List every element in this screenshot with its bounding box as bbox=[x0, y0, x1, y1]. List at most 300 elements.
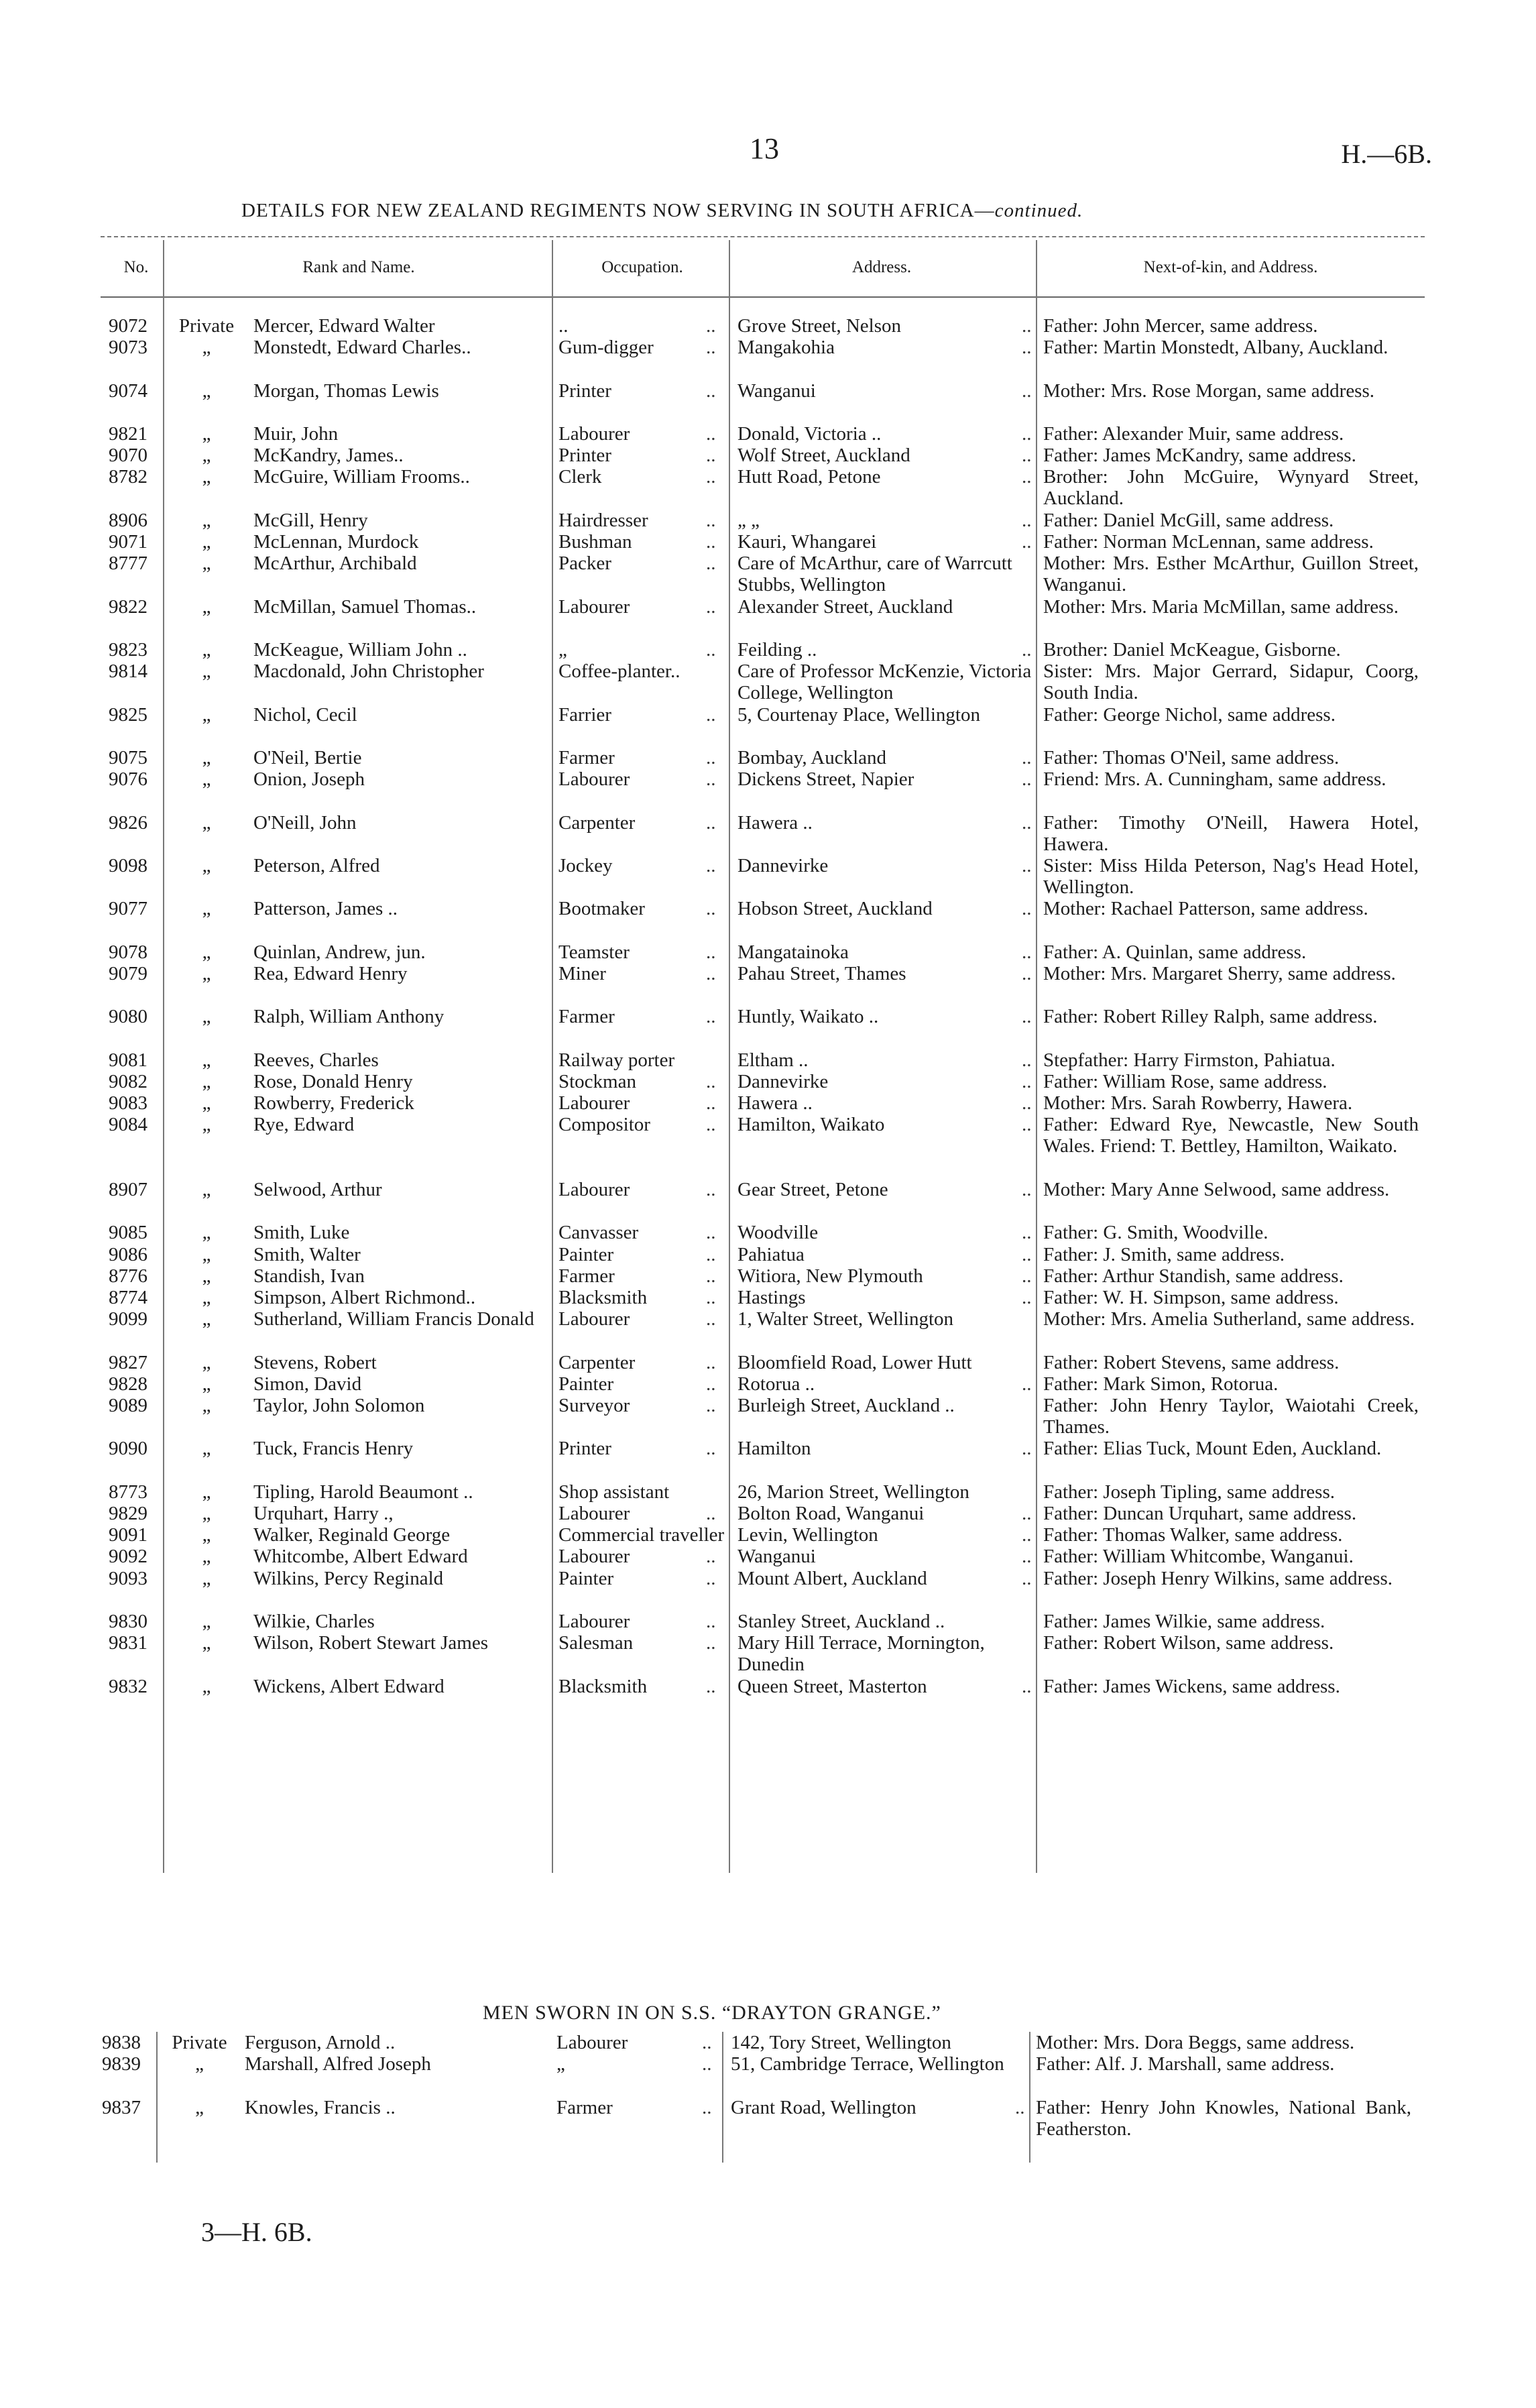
dot-leader: .. bbox=[1022, 1179, 1032, 1200]
occupation: Farmer bbox=[558, 1006, 615, 1028]
next-of-kin: Father: John Mercer, same address. bbox=[1043, 315, 1318, 337]
occupation: Clerk bbox=[558, 466, 602, 488]
dot-leader: .. bbox=[1022, 466, 1032, 488]
address: 1, Walter Street, Wellington bbox=[737, 1308, 954, 1330]
occupation: Compositor bbox=[558, 1114, 650, 1136]
service-number: 8777 bbox=[109, 553, 147, 575]
column-header-next-of-kin: Next-of-kin, and Address. bbox=[1143, 258, 1318, 276]
address: Bolton Road, Wanganui bbox=[737, 1503, 925, 1524]
next-of-kin: Mother: Mrs. Sarah Rowberry, Hawera. bbox=[1043, 1092, 1353, 1114]
soldier-name: Selwood, Arthur bbox=[253, 1179, 382, 1200]
soldier-name: Rye, Edward bbox=[253, 1114, 355, 1136]
occupation: Printer bbox=[558, 1438, 611, 1460]
dot-leader: .. bbox=[706, 768, 716, 791]
address: Burleigh Street, Auckland .. bbox=[737, 1395, 955, 1416]
occupation: Labourer bbox=[558, 768, 630, 791]
address: „ „ bbox=[737, 509, 760, 531]
dot-leader: .. bbox=[706, 1265, 716, 1287]
page-number: 13 bbox=[750, 132, 779, 165]
dot-leader: .. bbox=[706, 898, 716, 920]
dot-leader: .. bbox=[706, 1438, 716, 1460]
column-header-no: No. bbox=[123, 258, 149, 276]
soldier-name: McGuire, William Frooms.. bbox=[253, 466, 470, 488]
dot-leader: .. bbox=[1022, 509, 1032, 531]
soldier-name: Wilson, Robert Stewart James bbox=[253, 1632, 488, 1654]
page-title-suffix: continued. bbox=[994, 200, 1083, 221]
service-number: 9070 bbox=[109, 445, 147, 467]
service-number: 9826 bbox=[109, 811, 147, 834]
service-number: 9821 bbox=[109, 423, 147, 445]
address: Wanganui bbox=[737, 1546, 816, 1568]
next-of-kin: Father: Robert Stevens, same address. bbox=[1043, 1351, 1340, 1373]
next-of-kin: Father: Edward Rye, Newcastle, New South Wales. Friend: T. Bettley, Hamilton, Waikato. bbox=[1043, 1114, 1419, 1157]
dot-leader: .. bbox=[1015, 2096, 1025, 2118]
next-of-kin: Father: Mark Simon, Rotorua. bbox=[1043, 1373, 1279, 1395]
next-of-kin: Father: Joseph Tipling, same address. bbox=[1043, 1481, 1335, 1503]
service-number: 9832 bbox=[109, 1675, 147, 1697]
service-number: 9073 bbox=[109, 337, 147, 359]
next-of-kin: Brother: John McGuire, Wynyard Street, Auckland. bbox=[1043, 466, 1419, 510]
dot-leader: .. bbox=[706, 1222, 716, 1244]
soldier-name: Smith, Luke bbox=[253, 1222, 350, 1244]
occupation: Labourer bbox=[558, 1092, 630, 1114]
address: Alexander Street, Auckland bbox=[737, 595, 953, 618]
dot-leader: .. bbox=[706, 1395, 716, 1416]
occupation: Canvasser bbox=[558, 1222, 639, 1244]
page-title-main: DETAILS FOR NEW ZEALAND REGIMENTS NOW SERVING IN SOUTH AFRICA— bbox=[241, 200, 995, 221]
soldier-name: McMillan, Samuel Thomas.. bbox=[253, 595, 477, 618]
address: Mary Hill Terrace, Mornington, Dunedin bbox=[737, 1632, 985, 1676]
address: 51, Cambridge Terrace, Wellington bbox=[731, 2053, 1004, 2075]
address: Bombay, Auckland bbox=[737, 747, 887, 768]
rank: „ bbox=[202, 1179, 211, 1200]
rank: „ bbox=[195, 2096, 204, 2118]
header-rule-top bbox=[101, 236, 1425, 237]
rank: „ bbox=[202, 466, 211, 488]
next-of-kin: Father: John Henry Taylor, Waiotahi Creek, Thames. bbox=[1043, 1395, 1419, 1438]
occupation: Bushman bbox=[558, 531, 632, 553]
occupation: Commercial traveller bbox=[558, 1524, 725, 1546]
rank: „ bbox=[202, 703, 211, 726]
occupation: Railway porter bbox=[558, 1049, 675, 1071]
dot-leader: .. bbox=[1022, 855, 1032, 876]
dot-leader: .. bbox=[1022, 1265, 1032, 1287]
next-of-kin: Father: Martin Monstedt, Albany, Auckland. bbox=[1043, 337, 1389, 359]
service-number: 8906 bbox=[109, 509, 147, 531]
dot-leader: .. bbox=[706, 1243, 716, 1265]
occupation: Surveyor bbox=[558, 1395, 630, 1416]
address: Donald, Victoria .. bbox=[737, 423, 882, 445]
occupation: Farrier bbox=[558, 703, 611, 726]
service-number: 9074 bbox=[109, 380, 147, 402]
soldier-name: Wilkie, Charles bbox=[253, 1611, 375, 1632]
rank: „ bbox=[202, 639, 211, 661]
address: Wanganui bbox=[737, 380, 816, 402]
column-header-rank-name: Rank and Name. bbox=[302, 258, 415, 276]
rank: „ bbox=[202, 1524, 211, 1546]
occupation: Printer bbox=[558, 445, 611, 467]
dot-leader: .. bbox=[706, 1114, 716, 1136]
dot-leader: .. bbox=[1022, 811, 1032, 834]
occupation: Miner bbox=[558, 963, 606, 984]
next-of-kin: Father: William Rose, same address. bbox=[1043, 1071, 1327, 1092]
rank: „ bbox=[202, 531, 211, 553]
next-of-kin: Father: James Wickens, same address. bbox=[1043, 1675, 1340, 1697]
address: Hamilton, Waikato bbox=[737, 1114, 885, 1136]
rank: Private bbox=[178, 315, 235, 337]
dot-leader: .. bbox=[1022, 1503, 1032, 1524]
dot-leader: .. bbox=[702, 2096, 712, 2118]
dot-leader: .. bbox=[1022, 531, 1032, 553]
rank: „ bbox=[202, 1351, 211, 1373]
address: Pahau Street, Thames bbox=[737, 963, 906, 984]
service-number: 9814 bbox=[109, 661, 147, 683]
rank: „ bbox=[202, 747, 211, 768]
occupation: Coffee-planter.. bbox=[558, 661, 681, 683]
service-number: 9082 bbox=[109, 1071, 147, 1092]
dot-leader: .. bbox=[706, 1092, 716, 1114]
dot-leader: .. bbox=[706, 1287, 716, 1308]
column-divider bbox=[1029, 2032, 1030, 2163]
dot-leader: .. bbox=[1022, 423, 1032, 445]
column-divider bbox=[729, 240, 730, 1873]
rank: „ bbox=[202, 595, 211, 618]
service-number: 8907 bbox=[109, 1179, 147, 1200]
occupation: .. bbox=[558, 315, 569, 337]
dot-leader: .. bbox=[706, 595, 716, 618]
occupation: Shop assistant bbox=[558, 1481, 670, 1503]
next-of-kin: Father: James McKandry, same address. bbox=[1043, 445, 1356, 467]
address: Dannevirke bbox=[737, 855, 829, 876]
occupation: Farmer bbox=[558, 747, 615, 768]
soldier-name: Ralph, William Anthony bbox=[253, 1006, 445, 1028]
service-number: 9825 bbox=[109, 703, 147, 726]
dot-leader: .. bbox=[706, 1503, 716, 1524]
occupation: Labourer bbox=[558, 1179, 630, 1200]
next-of-kin: Mother: Mrs. Amelia Sutherland, same address. bbox=[1043, 1308, 1415, 1330]
service-number: 9830 bbox=[109, 1611, 147, 1632]
soldier-name: McKeague, William John .. bbox=[253, 639, 467, 661]
soldier-name: Patterson, James .. bbox=[253, 898, 398, 920]
service-number: 9075 bbox=[109, 747, 147, 768]
dot-leader: .. bbox=[706, 380, 716, 402]
rank: „ bbox=[202, 445, 211, 467]
dot-leader: .. bbox=[706, 747, 716, 768]
soldier-name: Stevens, Robert bbox=[253, 1351, 377, 1373]
address: Dickens Street, Napier bbox=[737, 768, 914, 791]
next-of-kin: Mother: Mrs. Dora Beggs, same address. bbox=[1036, 2032, 1355, 2053]
next-of-kin: Father: Joseph Henry Wilkins, same address. bbox=[1043, 1567, 1393, 1589]
dot-leader: .. bbox=[1022, 747, 1032, 768]
soldier-name: Reeves, Charles bbox=[253, 1049, 379, 1071]
next-of-kin: Father: Norman McLennan, same address. bbox=[1043, 531, 1374, 553]
soldier-name: Tipling, Harold Beaumont .. bbox=[253, 1481, 473, 1503]
occupation: Carpenter bbox=[558, 1351, 636, 1373]
service-number: 9823 bbox=[109, 639, 147, 661]
occupation: Painter bbox=[558, 1243, 614, 1265]
dot-leader: .. bbox=[706, 1373, 716, 1395]
dot-leader: .. bbox=[1022, 898, 1032, 920]
dot-leader: .. bbox=[706, 1071, 716, 1092]
dot-leader: .. bbox=[706, 1308, 716, 1330]
column-divider bbox=[156, 2032, 158, 2163]
occupation: Labourer bbox=[558, 1503, 630, 1524]
service-number: 9099 bbox=[109, 1308, 147, 1330]
dot-leader: .. bbox=[1022, 1546, 1032, 1568]
dot-leader: .. bbox=[706, 963, 716, 984]
rank: „ bbox=[202, 509, 211, 531]
address: 26, Marion Street, Wellington bbox=[737, 1481, 969, 1503]
column-header-address: Address. bbox=[851, 258, 912, 276]
service-number: 9089 bbox=[109, 1395, 147, 1416]
soldier-name: Wickens, Albert Edward bbox=[253, 1675, 445, 1697]
rank: „ bbox=[202, 963, 211, 984]
occupation: Labourer bbox=[558, 595, 630, 618]
dot-leader: .. bbox=[706, 1179, 716, 1200]
soldier-name: Morgan, Thomas Lewis bbox=[253, 380, 439, 402]
rank: „ bbox=[202, 1503, 211, 1524]
dot-leader: .. bbox=[1022, 380, 1032, 402]
rank: „ bbox=[202, 1395, 211, 1416]
dot-leader: .. bbox=[706, 466, 716, 488]
soldier-name: Simon, David bbox=[253, 1373, 362, 1395]
next-of-kin: Father: Robert Rilley Ralph, same address. bbox=[1043, 1006, 1378, 1028]
soldier-name: O'Neill, John bbox=[253, 811, 357, 834]
column-header-occupation: Occupation. bbox=[601, 258, 683, 276]
soldier-name: Smith, Walter bbox=[253, 1243, 361, 1265]
occupation: Farmer bbox=[556, 2096, 613, 2118]
occupation: Jockey bbox=[558, 855, 613, 876]
next-of-kin: Father: James Wilkie, same address. bbox=[1043, 1611, 1325, 1632]
section-title: MEN SWORN IN ON S.S. “DRAYTON GRANGE.” bbox=[483, 2002, 941, 2024]
soldier-name: Nichol, Cecil bbox=[253, 703, 357, 726]
next-of-kin: Father: G. Smith, Woodville. bbox=[1043, 1222, 1268, 1244]
rank: „ bbox=[195, 2053, 204, 2075]
next-of-kin: Father: Elias Tuck, Mount Eden, Auckland. bbox=[1043, 1438, 1382, 1460]
header-rule-bottom bbox=[101, 296, 1425, 298]
rank: „ bbox=[202, 1632, 211, 1654]
service-number: 9085 bbox=[109, 1222, 147, 1244]
address: Hamilton bbox=[737, 1438, 811, 1460]
next-of-kin: Father: W. H. Simpson, same address. bbox=[1043, 1287, 1339, 1308]
soldier-name: Peterson, Alfred bbox=[253, 855, 380, 876]
soldier-name: Ferguson, Arnold .. bbox=[245, 2032, 396, 2053]
occupation: „ bbox=[556, 2053, 565, 2075]
soldier-name: Mercer, Edward Walter bbox=[253, 315, 435, 337]
rank: „ bbox=[202, 1049, 211, 1071]
next-of-kin: Father: Alexander Muir, same address. bbox=[1043, 423, 1344, 445]
dot-leader: .. bbox=[706, 509, 716, 531]
dot-leader: .. bbox=[706, 855, 716, 876]
dot-leader: .. bbox=[706, 315, 716, 337]
soldier-name: Simpson, Albert Richmond.. bbox=[253, 1287, 476, 1308]
next-of-kin: Mother: Mrs. Margaret Sherry, same address. bbox=[1043, 963, 1396, 984]
rank: „ bbox=[202, 1546, 211, 1568]
soldier-name: Urquhart, Harry ., bbox=[253, 1503, 394, 1524]
footer-signature: 3—H. 6B. bbox=[201, 2217, 312, 2247]
occupation: Labourer bbox=[556, 2032, 628, 2053]
soldier-name: Macdonald, John Christopher bbox=[253, 661, 484, 683]
dot-leader: .. bbox=[1022, 315, 1032, 337]
service-number: 9077 bbox=[109, 898, 147, 920]
next-of-kin: Father: Thomas Walker, same address. bbox=[1043, 1524, 1343, 1546]
address: Gear Street, Petone bbox=[737, 1179, 888, 1200]
next-of-kin: Mother: Mrs. Esther McArthur, Guillon Street, Wanganui. bbox=[1043, 553, 1419, 596]
occupation: Painter bbox=[558, 1373, 614, 1395]
service-number: 9831 bbox=[109, 1632, 147, 1654]
occupation: Printer bbox=[558, 380, 611, 402]
address: Kauri, Whangarei bbox=[737, 531, 877, 553]
rank: „ bbox=[202, 1567, 211, 1589]
soldier-name: Standish, Ivan bbox=[253, 1265, 365, 1287]
next-of-kin: Father: Timothy O'Neill, Hawera Hotel, Hawera. bbox=[1043, 811, 1419, 855]
column-divider bbox=[163, 240, 164, 1873]
soldier-name: McArthur, Archibald bbox=[253, 553, 417, 575]
soldier-name: Tuck, Francis Henry bbox=[253, 1438, 414, 1460]
dot-leader: .. bbox=[706, 1675, 716, 1697]
next-of-kin: Mother: Rachael Patterson, same address. bbox=[1043, 898, 1368, 920]
address: Witiora, New Plymouth bbox=[737, 1265, 923, 1287]
dot-leader: .. bbox=[706, 811, 716, 834]
rank: „ bbox=[202, 1611, 211, 1632]
rank: Private bbox=[172, 2032, 227, 2053]
soldier-name: Marshall, Alfred Joseph bbox=[245, 2053, 431, 2075]
next-of-kin: Father: Robert Wilson, same address. bbox=[1043, 1632, 1334, 1654]
rank: „ bbox=[202, 1222, 211, 1244]
dot-leader: .. bbox=[1022, 1049, 1032, 1071]
address: Dannevirke bbox=[737, 1071, 829, 1092]
address: Woodville bbox=[737, 1222, 819, 1244]
dot-leader: .. bbox=[1022, 963, 1032, 984]
occupation: Teamster bbox=[558, 941, 630, 963]
rank: „ bbox=[202, 1071, 211, 1092]
soldier-name: Rose, Donald Henry bbox=[253, 1071, 413, 1092]
soldier-name: Rea, Edward Henry bbox=[253, 963, 408, 984]
dot-leader: .. bbox=[1022, 941, 1032, 963]
dot-leader: .. bbox=[1022, 1222, 1032, 1244]
rank: „ bbox=[202, 811, 211, 834]
next-of-kin: Father: Thomas O'Neil, same address. bbox=[1043, 747, 1340, 768]
service-number: 9081 bbox=[109, 1049, 147, 1071]
next-of-kin: Father: Duncan Urquhart, same address. bbox=[1043, 1503, 1357, 1524]
service-number: 9078 bbox=[109, 941, 147, 963]
dot-leader: .. bbox=[706, 1611, 716, 1632]
next-of-kin: Sister: Mrs. Major Gerrard, Sidapur, Coorg, South India. bbox=[1043, 661, 1419, 704]
dot-leader: .. bbox=[706, 423, 716, 445]
service-number: 9091 bbox=[109, 1524, 147, 1546]
service-number: 8774 bbox=[109, 1287, 147, 1308]
next-of-kin: Father: Daniel McGill, same address. bbox=[1043, 509, 1334, 531]
service-number: 9829 bbox=[109, 1503, 147, 1524]
address: Hutt Road, Petone bbox=[737, 466, 881, 488]
rank: „ bbox=[202, 380, 211, 402]
dot-leader: .. bbox=[1022, 1243, 1032, 1265]
occupation: Bootmaker bbox=[558, 898, 645, 920]
occupation: Hairdresser bbox=[558, 509, 648, 531]
dot-leader: .. bbox=[1022, 445, 1032, 467]
dot-leader: .. bbox=[1022, 1092, 1032, 1114]
dot-leader: .. bbox=[1022, 1071, 1032, 1092]
page-title bbox=[241, 200, 1083, 222]
address: Care of Professor McKenzie, Victoria College, Wellington bbox=[737, 661, 1032, 704]
occupation: Carpenter bbox=[558, 811, 636, 834]
service-number: 9838 bbox=[102, 2032, 141, 2053]
rank: „ bbox=[202, 1092, 211, 1114]
dot-leader: .. bbox=[706, 1632, 716, 1654]
next-of-kin: Father: Henry John Knowles, National Bank, Featherston. bbox=[1036, 2096, 1411, 2140]
rank: „ bbox=[202, 661, 211, 683]
occupation: Labourer bbox=[558, 1546, 630, 1568]
soldier-name: O'Neil, Bertie bbox=[253, 747, 362, 768]
soldier-name: Taylor, John Solomon bbox=[253, 1395, 425, 1416]
dot-leader: .. bbox=[706, 1546, 716, 1568]
column-divider bbox=[1036, 240, 1037, 1873]
dot-leader: .. bbox=[1022, 1567, 1032, 1589]
dot-leader: .. bbox=[706, 445, 716, 467]
service-number: 9083 bbox=[109, 1092, 147, 1114]
address: Feilding .. bbox=[737, 639, 817, 661]
column-divider bbox=[722, 2032, 723, 2163]
service-number: 9080 bbox=[109, 1006, 147, 1028]
service-number: 9837 bbox=[102, 2096, 141, 2118]
next-of-kin: Mother: Mrs. Rose Morgan, same address. bbox=[1043, 380, 1375, 402]
address: Wolf Street, Auckland bbox=[737, 445, 910, 467]
rank: „ bbox=[202, 1481, 211, 1503]
next-of-kin: Father: William Whitcombe, Wanganui. bbox=[1043, 1546, 1354, 1568]
rank: „ bbox=[202, 1114, 211, 1136]
service-number: 9090 bbox=[109, 1438, 147, 1460]
dot-leader: .. bbox=[1022, 1287, 1032, 1308]
rank: „ bbox=[202, 337, 211, 359]
next-of-kin: Father: George Nichol, same address. bbox=[1043, 703, 1336, 726]
rank: „ bbox=[202, 1265, 211, 1287]
document-code: H.—6B. bbox=[1341, 139, 1432, 169]
address: 142, Tory Street, Wellington bbox=[731, 2032, 951, 2053]
service-number: 9828 bbox=[109, 1373, 147, 1395]
soldier-name: Whitcombe, Albert Edward bbox=[253, 1546, 468, 1568]
rank: „ bbox=[202, 855, 211, 876]
address: Mangatainoka bbox=[737, 941, 849, 963]
rank: „ bbox=[202, 1373, 211, 1395]
occupation: Salesman bbox=[558, 1632, 634, 1654]
dot-leader: .. bbox=[702, 2032, 712, 2053]
dot-leader: .. bbox=[706, 531, 716, 553]
column-divider bbox=[552, 240, 553, 1873]
address: Grove Street, Nelson bbox=[737, 315, 902, 337]
dot-leader: .. bbox=[706, 1006, 716, 1028]
soldier-name: Sutherland, William Francis Donald bbox=[253, 1308, 534, 1330]
dot-leader: .. bbox=[706, 337, 716, 359]
next-of-kin: Father: Arthur Standish, same address. bbox=[1043, 1265, 1344, 1287]
soldier-name: Muir, John bbox=[253, 423, 339, 445]
soldier-name: McGill, Henry bbox=[253, 509, 368, 531]
next-of-kin: Father: A. Quinlan, same address. bbox=[1043, 941, 1307, 963]
service-number: 9071 bbox=[109, 531, 147, 553]
rank: „ bbox=[202, 1438, 211, 1460]
dot-leader: .. bbox=[1022, 1373, 1032, 1395]
occupation: Blacksmith bbox=[558, 1675, 648, 1697]
occupation: Farmer bbox=[558, 1265, 615, 1287]
next-of-kin: Father: Alf. J. Marshall, same address. bbox=[1036, 2053, 1335, 2075]
occupation: Packer bbox=[558, 553, 611, 575]
address: Huntly, Waikato .. bbox=[737, 1006, 879, 1028]
dot-leader: .. bbox=[706, 553, 716, 575]
rank: „ bbox=[202, 1006, 211, 1028]
next-of-kin: Friend: Mrs. A. Cunningham, same address. bbox=[1043, 768, 1386, 791]
service-number: 9093 bbox=[109, 1567, 147, 1589]
next-of-kin: Mother: Mrs. Maria McMillan, same address. bbox=[1043, 595, 1399, 618]
occupation: Gum-digger bbox=[558, 337, 654, 359]
